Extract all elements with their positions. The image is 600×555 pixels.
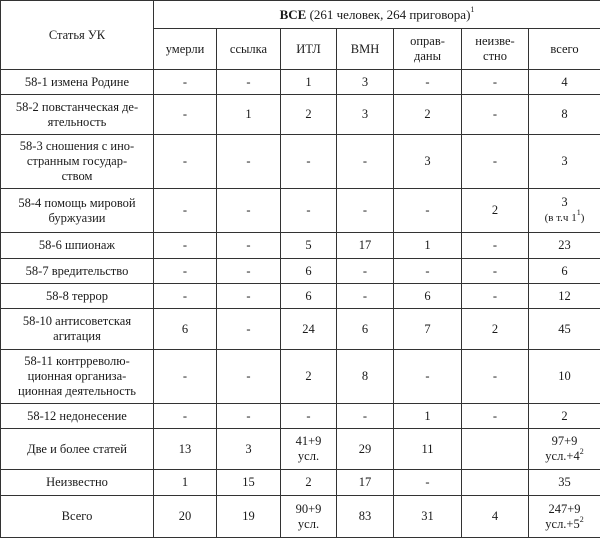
- value-cell: -: [394, 259, 462, 284]
- value-cell: 3: [337, 70, 394, 95]
- value-cell: 3: [337, 95, 394, 135]
- value-cell: 29: [337, 429, 394, 470]
- value-cell: -: [217, 233, 281, 259]
- value-cell: 12: [529, 284, 600, 309]
- value-cell: 10: [529, 350, 600, 404]
- value-cell: -: [217, 284, 281, 309]
- value-cell: -: [154, 233, 217, 259]
- value-cell: 1: [281, 70, 337, 95]
- super-header-text: (261 человек, 264 приговора): [306, 7, 471, 22]
- value-cell: 11: [394, 429, 462, 470]
- value-cell: -: [394, 189, 462, 233]
- value-cell: 8: [337, 350, 394, 404]
- value-cell: 1: [154, 470, 217, 496]
- value-cell: 31: [394, 496, 462, 538]
- value-cell: [462, 470, 529, 496]
- value-cell: -: [394, 70, 462, 95]
- value-cell: 6: [337, 309, 394, 350]
- col-died: умерли: [154, 29, 217, 70]
- article-cell: 58-3 сношения с ино- странным государ- ством: [1, 135, 154, 189]
- value-cell: -: [462, 70, 529, 95]
- value-cell: 24: [281, 309, 337, 350]
- table-row: [1, 284, 600, 309]
- article-cell: 58-4 помощь мировой буржуазии: [1, 189, 154, 233]
- value-cell: -: [462, 404, 529, 429]
- value-cell: 6: [529, 259, 600, 284]
- value-cell: -: [217, 259, 281, 284]
- value-cell: -: [281, 404, 337, 429]
- value-cell: 35: [529, 470, 600, 496]
- value-cell: -: [217, 70, 281, 95]
- value-cell: 13: [154, 429, 217, 470]
- value-cell: -: [337, 259, 394, 284]
- value-cell: -: [217, 189, 281, 233]
- value-cell: -: [337, 284, 394, 309]
- table-row: [1, 429, 600, 470]
- value-cell: 3: [217, 429, 281, 470]
- value-cell: -: [462, 350, 529, 404]
- article-cell: 58-6 шпионаж: [1, 233, 154, 259]
- super-header: [154, 1, 600, 29]
- value-cell: 7: [394, 309, 462, 350]
- value-cell: -: [281, 135, 337, 189]
- col-exile: ссылка: [217, 29, 281, 70]
- table-row: [1, 135, 600, 189]
- value-cell: [462, 429, 529, 470]
- article-cell: Неизвестно: [1, 470, 154, 496]
- value-cell: 2: [281, 350, 337, 404]
- table-row: [1, 233, 600, 259]
- value-cell: 17: [337, 233, 394, 259]
- value-cell: -: [281, 189, 337, 233]
- value-cell: -: [154, 135, 217, 189]
- article-cell: Всего: [1, 496, 154, 538]
- article-cell: 58-2 повстанческая де- ятельность: [1, 95, 154, 135]
- value-cell: 5: [281, 233, 337, 259]
- value-cell: 4: [529, 70, 600, 95]
- value-cell: 15: [217, 470, 281, 496]
- table-row: [1, 259, 600, 284]
- table-row: [1, 95, 600, 135]
- value-cell: 23: [529, 233, 600, 259]
- value-cell: 2: [281, 95, 337, 135]
- value-cell: 19: [217, 496, 281, 538]
- value-cell: 2: [281, 470, 337, 496]
- table-row: [1, 404, 600, 429]
- article-cell: 58-1 измена Родине: [1, 70, 154, 95]
- col-unknown: неизве- стно: [462, 29, 529, 70]
- table-row: [1, 350, 600, 404]
- table-row: [1, 470, 600, 496]
- value-cell: -: [217, 350, 281, 404]
- col-acquitted: оправ- даны: [394, 29, 462, 70]
- col-itl: ИТЛ: [281, 29, 337, 70]
- value-cell: 17: [337, 470, 394, 496]
- value-cell: 2: [529, 404, 600, 429]
- value-cell: 90+9 усл.: [281, 496, 337, 538]
- value-cell: 3: [529, 135, 600, 189]
- value-cell: 3: [394, 135, 462, 189]
- value-cell: 6: [394, 284, 462, 309]
- value-cell: 8: [529, 95, 600, 135]
- article-cell: 58-10 антисоветская агитация: [1, 309, 154, 350]
- article-cell: Две и более статей: [1, 429, 154, 470]
- value-cell: 2: [394, 95, 462, 135]
- value-cell: -: [217, 309, 281, 350]
- value-cell: -: [217, 135, 281, 189]
- value-cell: 2: [462, 309, 529, 350]
- value-cell: -: [217, 404, 281, 429]
- value-cell: -: [462, 135, 529, 189]
- article-column-header: Статья УК: [1, 1, 154, 70]
- value-cell: -: [462, 284, 529, 309]
- value-cell: -: [337, 189, 394, 233]
- value-cell: -: [462, 259, 529, 284]
- value-cell: 1: [394, 404, 462, 429]
- table-row: [1, 189, 600, 233]
- table-row: [1, 70, 600, 95]
- value-cell: 3 (в т.ч $1^1$): [529, 189, 600, 233]
- value-cell: -: [154, 95, 217, 135]
- article-cell: 58-8 террор: [1, 284, 154, 309]
- value-cell: 20: [154, 496, 217, 538]
- value-cell: 6: [281, 259, 337, 284]
- col-total: всего: [529, 29, 600, 70]
- value-cell: -: [154, 404, 217, 429]
- value-cell: 45: [529, 309, 600, 350]
- value-cell: -: [154, 259, 217, 284]
- value-cell: 4: [462, 496, 529, 538]
- value-cell: 247+9 $усл.+5^2$: [529, 496, 600, 538]
- article-cell: 58-11 контрреволю- ционная организа- ционная деятельность: [1, 350, 154, 404]
- value-cell: -: [462, 233, 529, 259]
- super-header-footnote: 1: [470, 5, 475, 14]
- value-cell: 83: [337, 496, 394, 538]
- value-cell: -: [154, 189, 217, 233]
- value-cell: -: [394, 470, 462, 496]
- value-cell: 97+9 $усл.+4^2$: [529, 429, 600, 470]
- value-cell: 2: [462, 189, 529, 233]
- value-cell: 41+9 усл.: [281, 429, 337, 470]
- value-cell: -: [154, 284, 217, 309]
- value-cell: 6: [154, 309, 217, 350]
- col-vmn: ВМН: [337, 29, 394, 70]
- super-header-bold: ВСЕ: [279, 7, 307, 22]
- value-cell: 1: [217, 95, 281, 135]
- value-cell: 1: [394, 233, 462, 259]
- article-cell: 58-7 вредительство: [1, 259, 154, 284]
- article-cell: 58-12 недонесение: [1, 404, 154, 429]
- value-cell: -: [337, 135, 394, 189]
- value-cell: -: [462, 95, 529, 135]
- value-cell: -: [154, 70, 217, 95]
- value-cell: -: [154, 350, 217, 404]
- value-cell: 6: [281, 284, 337, 309]
- value-cell: -: [394, 350, 462, 404]
- value-cell: -: [337, 404, 394, 429]
- table-row: [1, 496, 600, 538]
- total-extra-note: (в т.ч $1^1$): [544, 208, 585, 224]
- table-row: [1, 309, 600, 350]
